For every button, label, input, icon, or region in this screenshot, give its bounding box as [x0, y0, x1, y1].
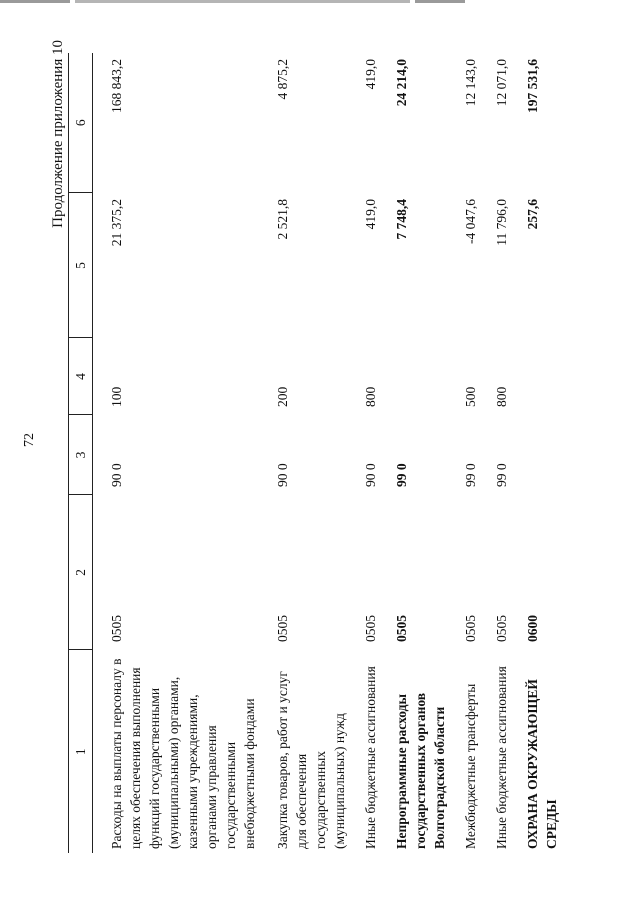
table-row — [349, 53, 380, 853]
row-name: Межбюджетные трансферты — [463, 683, 478, 849]
table-row — [511, 53, 561, 853]
row-total: 197 531,6 — [525, 59, 540, 113]
row-total: 419,0 — [363, 59, 378, 90]
row-target: 99 0 — [463, 463, 478, 487]
row-target: 99 0 — [494, 463, 509, 487]
row-type: 800 — [494, 386, 509, 407]
table-row — [380, 53, 449, 853]
row-name: Закупка товаров, работ и услуг для обеспечения государственных (муниципальных) нужд — [275, 671, 347, 849]
row-change: -4 047,6 — [463, 199, 478, 244]
table-row — [480, 53, 511, 853]
row-target — [511, 415, 561, 495]
row-total: 168 843,2 — [109, 59, 124, 113]
row-name: ОХРАНА ОКРУЖАЮЩЕЙ СРЕДЫ — [525, 679, 559, 849]
header-col-2: 2 — [69, 495, 93, 650]
row-section: 0600 — [525, 615, 540, 642]
row-section: 0505 — [494, 615, 509, 642]
row-type: 500 — [463, 386, 478, 407]
row-change: 257,6 — [525, 199, 540, 230]
row-type — [380, 338, 449, 415]
row-name: Расходы на выплаты персоналу в целях обеспечения выполнения функций государственными (муниципальными) органами, казенными учреждениями, органами управления государственными внебюджетными фондами — [109, 658, 257, 849]
row-total: 12 143,0 — [463, 59, 478, 107]
header-col-5: 5 — [69, 193, 93, 338]
row-target: 90 0 — [363, 463, 378, 487]
header-col-1: 1 — [69, 650, 93, 853]
table-row — [449, 53, 480, 853]
row-change: 11 796,0 — [494, 199, 509, 246]
row-target: 90 0 — [109, 463, 124, 487]
row-name: Иные бюджетные ассигнования — [494, 666, 509, 849]
row-name: Иные бюджетные ассигнования — [363, 666, 378, 849]
row-total: 24 214,0 — [394, 59, 409, 107]
header-row — [69, 53, 93, 853]
row-target: 99 0 — [394, 463, 409, 487]
row-type — [511, 338, 561, 415]
row-section: 0505 — [109, 615, 124, 642]
appendix-caption: Продолжение приложения 10 — [50, 40, 66, 228]
table-row — [259, 53, 349, 853]
row-section: 0505 — [394, 615, 409, 642]
row-name: Непрограммные расходы государственных органов Волгоградской области — [394, 692, 447, 849]
row-type: 100 — [109, 386, 124, 407]
row-change: 2 521,8 — [275, 199, 290, 240]
row-change: 21 375,2 — [109, 199, 124, 247]
row-target: 90 0 — [275, 463, 290, 487]
row-type: 200 — [275, 386, 290, 407]
header-col-3: 3 — [69, 415, 93, 495]
row-type: 800 — [363, 386, 378, 407]
row-total: 12 071,0 — [494, 59, 509, 107]
row-section: 0505 — [463, 615, 478, 642]
header-col-6: 6 — [69, 53, 93, 193]
row-change: 419,0 — [363, 199, 378, 230]
budget-table — [68, 53, 561, 853]
row-change: 7 748,4 — [394, 199, 409, 240]
table-row — [93, 53, 260, 853]
header-col-4: 4 — [69, 338, 93, 415]
page-number: 72 — [22, 433, 37, 447]
row-section: 0505 — [275, 615, 290, 642]
row-total: 4 875,2 — [275, 59, 290, 100]
row-section: 0505 — [363, 615, 378, 642]
